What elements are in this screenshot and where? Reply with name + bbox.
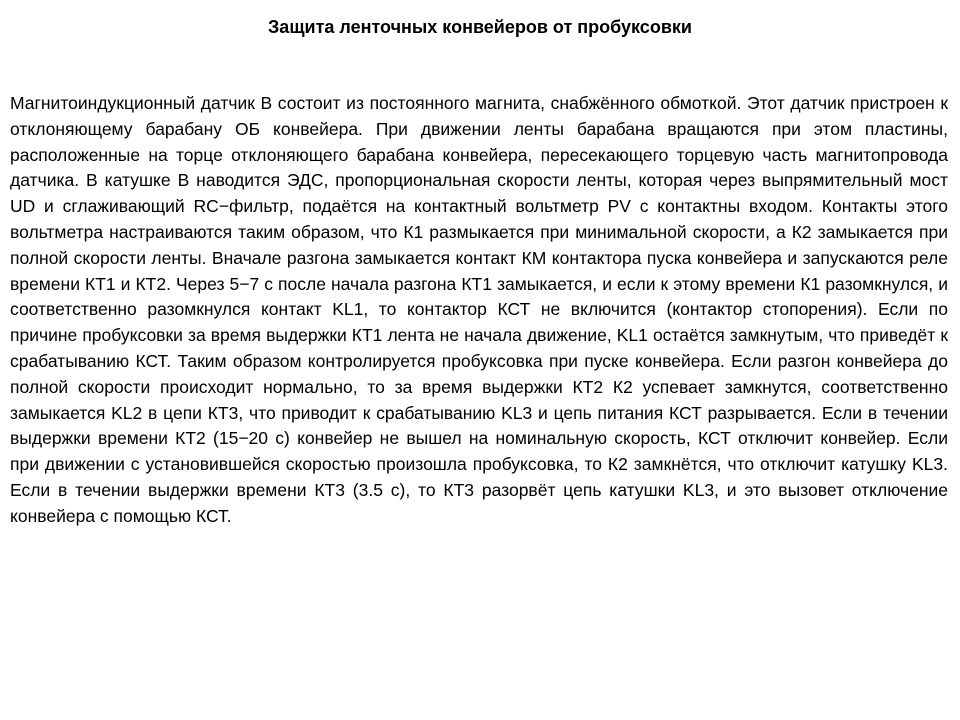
slide-title: Защита ленточных конвейеров от пробуксовки — [268, 17, 692, 37]
slide-body-text: Магнитоиндукционный датчик В состоит из постоянного магнита, снабжённого обмоткой. Этот датчик пристроен к отклоняющему барабану ОБ конвейера. При движении ленты барабана вращаются при этом пластины, расположенные на торце отклоняющего барабана конвейера, пересекающего торцевую часть магнитопровода датчика. В катушке В наводится ЭДС, пропорциональная скорости ленты, которая через выпрямительный мост UD и сглаживающий RC−фильтр, подаётся на контактный вольтметр PV с контактны входом. Контакты этого вольтметра настраиваются таким образом, что К1 размыкается при минимальной скорости, а К2 замыкается при полной скорости ленты. Вначале разгона замыкается контакт КМ контактора пуска конвейера и запускаются реле времени КТ1 и КТ2. Через 5−7 с после начала разгона КТ1 замыкается, и если к этому времени К1 разомкнулся, и соответственно разомкнулся контакт KL1, то контактор КСТ не включится (контактор стопорения). Если по причине пробуксовки за время выдержки КТ1 лента не начала движение, KL1 остаётся замкнутым, что приведёт к срабатыванию КСТ. Таким образом контролируется пробуксовка при пуске конвейера. Если разгон конвейера до полной скорости происходит нормально, то за время выдержки КТ2 К2 успевает замкнутся, соответственно замыкается KL2 в цепи КТ3, что приводит к срабатыванию KL3 и цепь питания КСТ разрывается. Если в течении выдержки времени КТ2 (15−20 с) конвейер не вышел на номинальную скорость, КСТ отключит конвейер. Если при движении с установившейся скоростью произошла пробуксовка, то К2 замкнётся, что отключит катушку KL3. Если в течении выдержки времени КТ3 (3.5 с), то КТ3 разорвёт цепь катушки KL3, и это вызовет отключение конвейера с помощью КСТ. — [10, 93, 948, 526]
